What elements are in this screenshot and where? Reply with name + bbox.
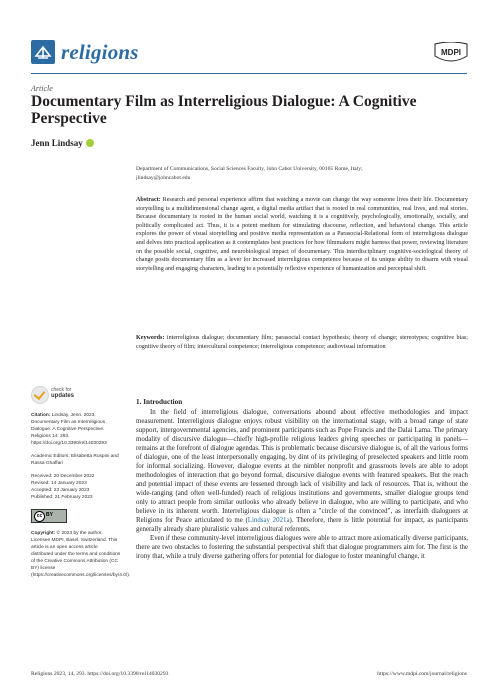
paragraph-text: ). Therefore, there is little potential for impact, as participants generally already share pluralistic values and cultural referents. (136, 517, 468, 533)
article-type: Article (31, 84, 53, 93)
publisher-name: MDPI (441, 48, 461, 57)
footer-journal-url[interactable]: https://www.mdpi.com/journal/religions (377, 671, 467, 677)
check-updates-text (51, 387, 74, 399)
citation-text[interactable]: Lindsay, Jenn. 2023. Documentary Film as Interreligious Dialogue: A Cognitive Perspective. Religions 14: 293. https://doi.org/10.3390/rel14030293 (31, 413, 107, 446)
keywords-text: interreligious dialogue; documentary film; parasocial contact hypothesis; theory of change; stereotypes; cognitive bias; cognitive theory of film; intercultural competence; interreligious competence; audiovisual information (136, 335, 468, 350)
body-text (136, 408, 468, 561)
paragraph (136, 408, 468, 534)
journal-header (31, 40, 471, 68)
abstract-text: Research and personal experience affirm that watching a movie can change the way someone lives their life. Documentary storytelling is a multidimensional change agent, a digital media artifact that is rooted in real communities, real lives, and real stories. Because documentary is rooted in the human social world, watching it is a cognitively, psychologically, emotionally, socially, and politically complicated act. Thus, it is a potent medium for stimulating discourse, reflection, and behavioral change. This article explores the power of visual storytelling and positive media representation as a Parasocial-Relational form of interreligious dialogue and delves into practical application as it contemplates best practices for how filmmakers might harness that power, reviewing literature on the possible social, cognitive, and neurobiological impact of documentary. This interdisciplinary cognitive-sociological theory of change posits documentary film as a lever for increased interreligious competence because of its unique ability to disarm with visual storytelling and engaging characters, leading to a potentially reflexive experience of humanization and perceptual shift. (136, 197, 468, 272)
author-line (31, 138, 94, 148)
citation-block (31, 412, 121, 447)
revised-date: Revised: 14 January 2023 (31, 481, 87, 486)
copyright-block (31, 530, 131, 579)
footer-doi[interactable]: Religions 2023, 14, 293. https://doi.org/10.3390/rel14030293 (31, 671, 169, 677)
affiliation-address: Department of Communications, Social Sciences Faculty, John Cabot University, 00165 Rome, Italy; (136, 166, 363, 172)
paragraph: Even if these community-level interreligious dialogues were able to attract more axiomatically diverse participants, there are two obstacles to fostering the substantial perspectival shift that dialogue programmers aim for. The first is the irony that, while a truly diverse gathering offers for potential for dialogue to foster meaningful change, it (136, 535, 469, 560)
journal-logo-icon (31, 40, 55, 64)
mdpi-logo-icon[interactable] (431, 42, 471, 64)
section-heading: 1. Introduction (136, 398, 183, 406)
abstract (136, 196, 468, 273)
header-divider (31, 73, 467, 74)
abstract-label: Abstract: (136, 197, 161, 203)
affiliation (136, 165, 456, 182)
copyright-text: © 2023 by the author. Licensee MDPI, Basel, Switzerland. This article is an open access article distributed under the terms and conditions of the Creative Commons Attribution (CC BY) license (https://creativecommons.org/licenses/by/4.0/). (31, 531, 131, 578)
accepted-date: Accepted: 23 January 2023 (31, 488, 90, 493)
orcid-icon[interactable] (86, 139, 94, 147)
check-updates-icon (31, 386, 49, 404)
article-title: Documentary Film as Interreligious Dialogue: A Cognitive Perspective (31, 93, 417, 127)
citation-label: Citation: (31, 413, 51, 418)
received-date: Received: 20 December 2022 (31, 474, 95, 479)
publication-dates (31, 473, 121, 501)
academic-editors: Academic Editors: Elisabetta Ruspini and Rassa Ghaffari (31, 454, 119, 466)
check-updates-line1: check for (51, 387, 72, 393)
cc-by-license-icon[interactable]: cc BY (31, 509, 67, 523)
paragraph-text: In the field of interreligious dialogue, conversations abound about effective methodologies and impact measurement. Interreligious dialogue enjoys robust visibility on the international stage, with a broad range of state support, intergovernmental agencies, and prominent participants such as Pope Francis and the Dalai Lama. The primary modality of discursive dialogue—chiefly high-profile religious leaders giving speeches or participating in panels—remains at the forefront of dialogue agendas. This is problematic because discursive dialogue is, of all the various forms of dialogue, one of the least interpersonally engaging, by dint of its privileging of preselected speakers and little room for informal socializing. However, dialogue events at the nimbler nonprofit and grassroots levels are able to adopt methodologies of interaction that go beyond formal, discursive dialogue events with featured speakers. But the reach and potential impact of these events are lessened through lack of visibility and lack of resources. That is, without the wide-ranging (and often well-funded) reach of religious institutions and governments, smaller dialogue groups tend only to attract people from similar outlooks who already believe in dialogue, who are willing to participate, and who believe in its inherent worth. Interreligious dialogue is often a "circle of the convinced", as interfaith dialoguers at Religions for Peace articulated to me ( (136, 409, 468, 524)
article-sidebar (31, 384, 131, 585)
check-for-updates-button[interactable] (31, 384, 121, 406)
check-updates-line2: updates (51, 393, 75, 399)
published-date: Published: 21 February 2023 (31, 495, 93, 500)
journal-name[interactable]: religions (61, 40, 139, 64)
author-email[interactable]: jlindsay@johncabot.edu (136, 174, 191, 181)
citation-link[interactable]: Lindsay 2021a (247, 517, 290, 524)
keywords-label: Keywords: (136, 335, 165, 341)
author-name[interactable]: Jenn Lindsay (31, 138, 83, 148)
copyright-label: Copyright: (31, 531, 56, 536)
keywords (136, 334, 468, 351)
